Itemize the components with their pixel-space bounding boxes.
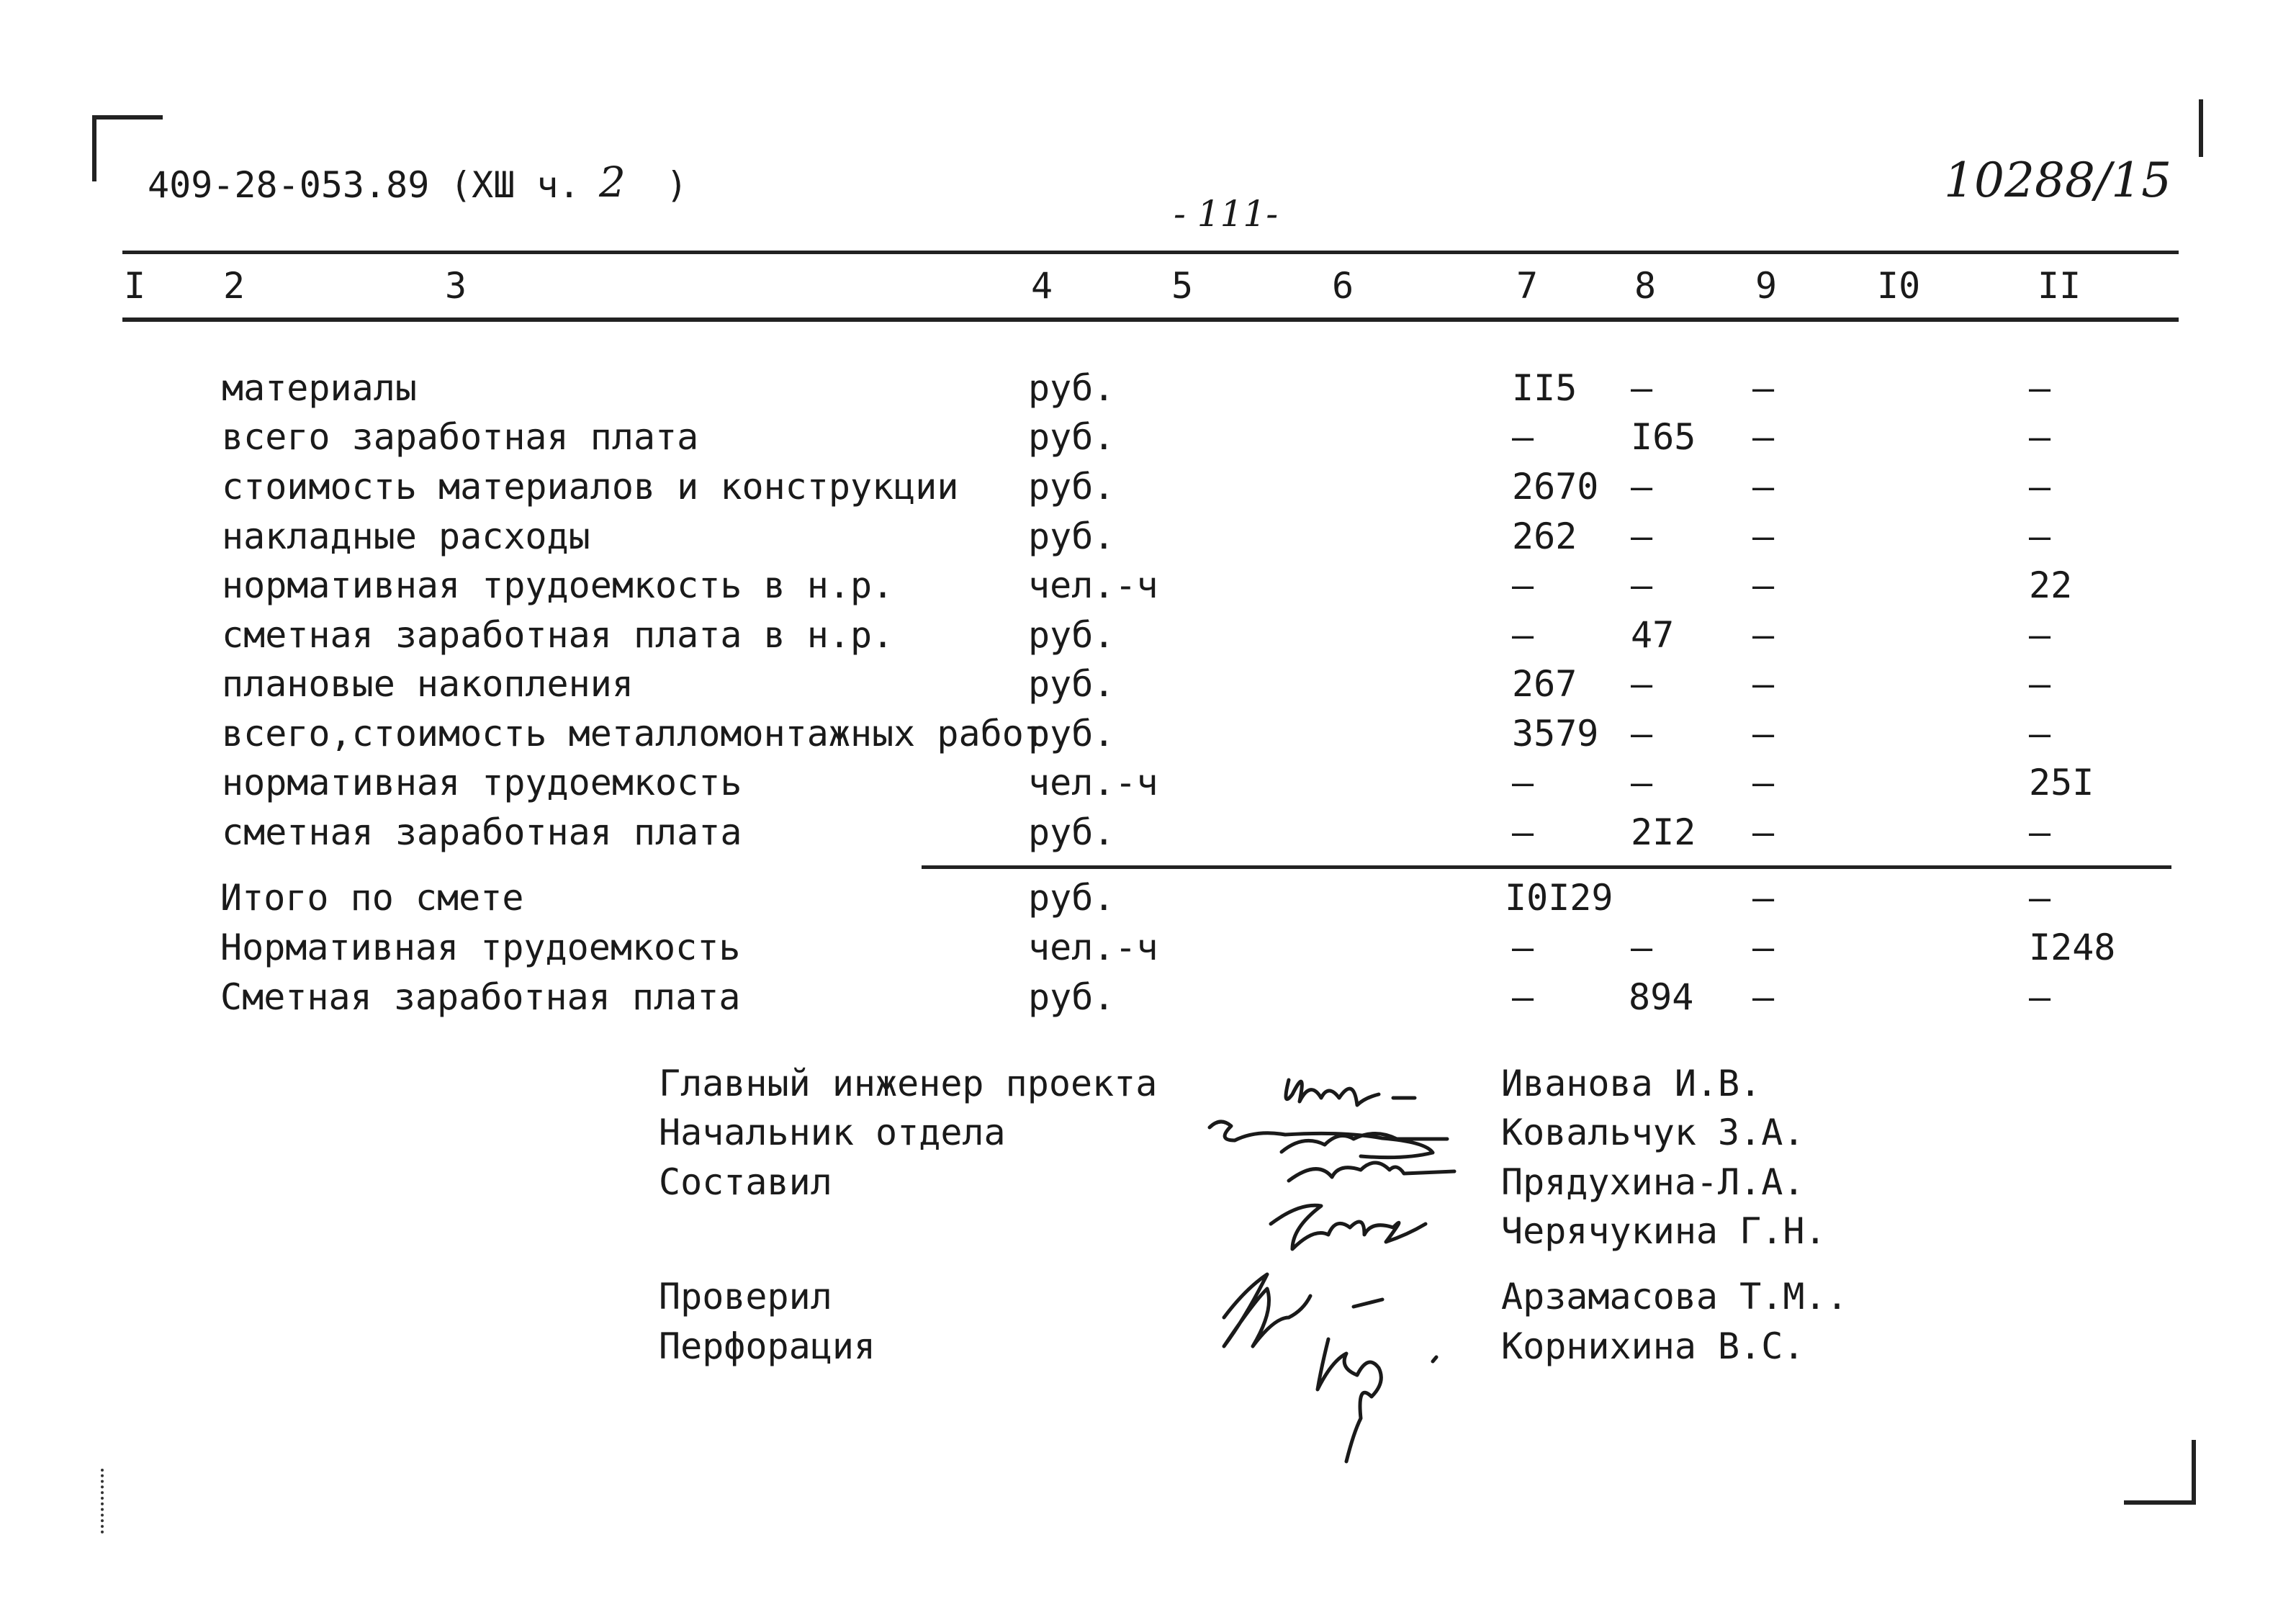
row-col7: 267 [1512, 663, 1577, 705]
part-label-open: (ХШ ч. [450, 164, 580, 206]
row-col8: – [1631, 663, 1653, 705]
col-header-8: 8 [1634, 265, 1657, 307]
row-name: стоимость материалов и конструкции [222, 466, 959, 508]
part-number: 2 [599, 158, 626, 207]
row-name: плановые накопления [222, 663, 634, 705]
signatory-name: Иванова И.В. [1501, 1063, 1762, 1104]
row-col7: 3579 [1512, 713, 1599, 755]
row-col9: – [1752, 564, 1775, 606]
total-name: Сметная заработная плата [220, 976, 741, 1018]
row-col8: – [1631, 367, 1653, 409]
row-col9: – [1752, 762, 1775, 803]
col-header-10: I0 [1877, 265, 1921, 307]
total-col9: – [1752, 927, 1775, 968]
col-header-6: 6 [1332, 265, 1354, 307]
row-col8: 47 [1631, 614, 1675, 656]
total-col7: I0I29 [1505, 877, 1613, 919]
row-unit: руб. [1028, 614, 1115, 656]
row-col7: 2670 [1512, 466, 1599, 508]
col-header-7: 7 [1516, 265, 1539, 307]
col-header-3: 3 [445, 265, 467, 307]
row-col9: – [1752, 367, 1775, 409]
signatory-name: Черячукина Г.Н. [1501, 1210, 1827, 1252]
row-name: сметная заработная плата [222, 811, 742, 853]
row-col9: – [1752, 614, 1775, 656]
total-col7: – [1512, 927, 1534, 968]
row-unit: руб. [1028, 367, 1115, 409]
row-col7: – [1512, 614, 1534, 656]
col-header-9: 9 [1755, 265, 1778, 307]
row-unit: руб. [1028, 416, 1115, 458]
col-header-1: I [124, 265, 146, 307]
total-col9: – [1752, 877, 1775, 919]
row-col8: – [1631, 515, 1653, 557]
total-unit: руб. [1028, 976, 1115, 1018]
row-col7: – [1512, 564, 1534, 606]
signatory-name: Прядухина-Л.А. [1501, 1161, 1805, 1203]
row-col8: – [1631, 466, 1653, 508]
signature-arzamasova [1224, 1274, 1382, 1346]
signatory-role: Перфорация [659, 1325, 876, 1367]
total-col8: – [1631, 927, 1653, 968]
signatory-name: Корнихина В.С. [1501, 1325, 1805, 1367]
signatory-role: Начальник отдела [659, 1112, 1006, 1153]
row-col8: – [1631, 713, 1653, 755]
total-col11: – [2029, 976, 2051, 1018]
row-name: накладные расходы [222, 515, 590, 557]
row-unit: руб. [1028, 663, 1115, 705]
row-col11: – [2029, 713, 2051, 755]
row-col7: – [1512, 416, 1534, 458]
total-col7: – [1512, 976, 1534, 1018]
signatory-name: Арзамасова Т.М.. [1501, 1276, 1848, 1318]
signature-pryadukhina [1289, 1163, 1454, 1181]
col-header-5: 5 [1171, 265, 1194, 307]
signature-kovalchuk [1210, 1122, 1447, 1158]
row-name: материалы [222, 367, 417, 409]
row-unit: чел.-ч [1028, 762, 1158, 803]
row-col8: – [1631, 762, 1653, 803]
row-unit: руб. [1028, 811, 1115, 853]
row-unit: руб. [1028, 515, 1115, 557]
row-col9: – [1752, 416, 1775, 458]
row-unit: руб. [1028, 713, 1115, 755]
row-col9: – [1752, 713, 1775, 755]
signature-ivanova [1286, 1080, 1415, 1105]
row-name: сметная заработная плата в н.р. [222, 614, 894, 656]
total-unit: чел.-ч [1028, 927, 1158, 968]
total-col11: I248 [2029, 927, 2116, 968]
inventory-number: 10288/15 [1944, 153, 2172, 208]
row-col9: – [1752, 515, 1775, 557]
signature-cheryachukina [1271, 1205, 1426, 1249]
row-col8: – [1631, 564, 1653, 606]
signature-kornikhina [1318, 1339, 1436, 1461]
signatory-role: Проверил [659, 1276, 832, 1318]
total-name: Нормативная трудоемкость [220, 927, 741, 968]
col-header-11: II [2038, 265, 2081, 307]
row-col11: 22 [2029, 564, 2073, 606]
total-col8: 894 [1629, 976, 1694, 1018]
row-col8: I65 [1631, 416, 1696, 458]
row-unit: чел.-ч [1028, 564, 1158, 606]
page-number: - 111- [1174, 193, 1279, 235]
row-col11: – [2029, 416, 2051, 458]
row-col11: – [2029, 515, 2051, 557]
row-unit: руб. [1028, 466, 1115, 508]
row-name: нормативная трудоемкость в н.р. [222, 564, 894, 606]
signatory-name: Ковальчук З.А. [1501, 1112, 1805, 1153]
row-col9: – [1752, 466, 1775, 508]
row-col7: – [1512, 762, 1534, 803]
row-col7: II5 [1512, 367, 1577, 409]
row-col8: 2I2 [1631, 811, 1696, 853]
total-name: Итого по смете [220, 877, 524, 919]
total-unit: руб. [1028, 877, 1115, 919]
row-col7: 262 [1512, 515, 1577, 557]
row-col11: – [2029, 663, 2051, 705]
row-col9: – [1752, 811, 1775, 853]
row-col11: 25I [2029, 762, 2094, 803]
row-col11: – [2029, 466, 2051, 508]
signatory-role: Главный инженер проекта [659, 1063, 1158, 1104]
row-name: нормативная трудоемкость [222, 762, 742, 803]
col-header-4: 4 [1031, 265, 1053, 307]
doc-code: 409-28-053.89 [148, 164, 430, 206]
total-col11: – [2029, 877, 2051, 919]
row-col11: – [2029, 811, 2051, 853]
part-label-close: ) [666, 164, 688, 206]
row-col11: – [2029, 367, 2051, 409]
row-name: всего,стоимость металломонтажных работ [222, 713, 1045, 755]
row-col11: – [2029, 614, 2051, 656]
signatory-role: Составил [659, 1161, 832, 1203]
row-name: всего заработная плата [222, 416, 699, 458]
row-col9: – [1752, 663, 1775, 705]
total-col9: – [1752, 976, 1775, 1018]
row-col7: – [1512, 811, 1534, 853]
col-header-2: 2 [223, 265, 246, 307]
